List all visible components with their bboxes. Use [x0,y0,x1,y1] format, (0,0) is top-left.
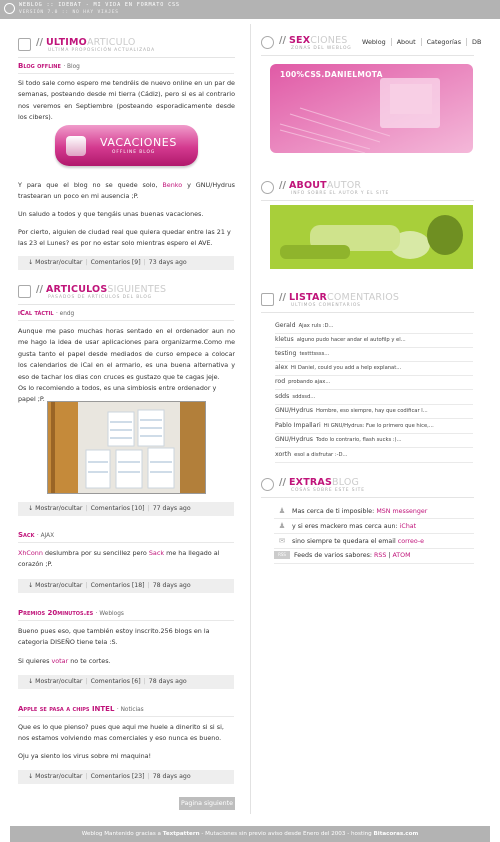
post-age: 73 days ago [148,259,187,266]
extra-item: ♟ Mas cerca de ti imposible: MSN messenger [274,505,474,519]
toggle-link[interactable]: ↓ Mostrar/ocultar [28,678,83,685]
post-body: Si quieres votar no te cortes. [18,657,111,665]
site-title: WEBLOG :: IDEBAT - MI VIDA EN FORMATO CSS [19,2,180,8]
wardrobe-calendars-image [48,402,206,494]
msn-link[interactable]: MSN messenger [376,508,428,515]
benko-link[interactable]: Benko [162,181,183,189]
ichat-link[interactable]: iChat [399,523,417,530]
comment-item[interactable]: xorth esol a disfrutar :-D... [275,449,473,463]
section-subtitle: INFO SOBRE EL AUTOR Y EL SITE [291,191,390,196]
post-title[interactable]: Premios 20minutos.es · Weblogs [18,609,124,617]
post-category[interactable]: Weblogs [99,611,124,617]
css-banner-image [270,64,473,153]
post-age: 77 days ago [152,505,191,512]
extra-item: ✉ sino siempre te quedara el email correo-e [274,535,474,549]
next-page-button[interactable]: Pagina siguiente [179,797,235,810]
section-title: ARTICULOS [45,284,108,295]
nav-db[interactable]: DB [466,38,486,46]
atom-link[interactable]: ATOM [392,552,411,559]
section-ultimo-articulo: // ULTIMOARTICULO ULTIMA PROPOSICIÓN ACTUALIZADA [18,36,235,60]
plus-icon [261,478,274,491]
post-title[interactable]: Sack · AJAX [18,531,55,539]
post-meta: ↓ Mostrar/ocultar | Comentarios [10] | 77 days ago [18,502,234,516]
vacaciones-banner: VACACIONES OFFLINE BLOG [55,125,198,166]
document-icon [18,285,31,298]
extra-item: ♟ y si eres mackero mas cerca aun: iChat [274,520,474,534]
comment-item[interactable]: Pablo Impallari Hi GNU/Hydrus: Fue lo primero que hice,... [275,420,473,434]
comment-item[interactable]: testing testttssss... [275,348,473,362]
post-body: XhConn deslumbra por su sencillez pero Sack me ha llegado al corazón ;P. [18,549,220,569]
post-body: Y para que el blog no se quede solo, Benko y GNU/Hydrus trastearan un poco en mi ausencia ;P. [18,181,236,201]
post-title[interactable]: Blog offline · Blog [18,62,80,70]
extra-item: RSS Feeds de varios sabores: RSS | ATOM [274,550,474,564]
site-footer: Weblog Mantenido gracias a Textpattern - Mutaciones sin previo aviso desde Enero del 2003 - hosting Bitacoras.com [10,826,490,842]
textpattern-link[interactable]: Textpattern [162,831,200,837]
section-about-autor: // ABOUTAUTOR INFO SOBRE EL AUTOR Y EL SITE [261,179,474,203]
column-divider [250,24,251,814]
comment-item[interactable]: GNU/Hydrus Hombre, eso siempre, hay que codificar l... [275,405,473,419]
ical-calendar-photo [47,401,206,494]
nav-weblog[interactable]: Weblog [362,38,386,46]
site-header [0,0,500,19]
post-title[interactable]: iCal táctil · endg [18,309,75,317]
person-icon [261,181,274,194]
xhconn-link[interactable]: XhConn [18,549,43,557]
post-body: Que es lo que pienso? pues que aqui me huele a dinerito si si si, nos estamos volviendo mas comerciales y eso nunca es bueno. [18,723,224,743]
post-category[interactable]: Noticias [120,707,144,713]
nav-about[interactable]: About [391,38,421,46]
comments-link[interactable]: Comentarios [10] [90,505,145,512]
document-icon [18,38,31,51]
document-icon [261,293,274,306]
section-title: ABOUT [288,180,327,191]
section-subtitle: ULTIMA PROPOSICIÓN ACTUALIZADA [48,48,156,53]
post-category[interactable]: AJAX [40,533,55,539]
section-subtitle: PASADOS DE ARTICULOS DEL BLOG [48,295,152,300]
rss-link[interactable]: RSS [373,552,387,559]
votar-link[interactable]: votar [51,657,69,665]
comment-item[interactable]: GNU/Hydrus Todo lo contrario, flash sucks :)... [275,434,473,448]
site-version: VERSIÓN 7.0 :: NO HAY VIAJES [19,10,119,15]
section-subtitle: ULTIMOS COMENTARIOS [291,303,361,308]
section-title: EXTRAS [288,477,332,488]
section-subtitle: ZONAS DEL WEBLOG [291,46,352,51]
post-meta: ↓ Mostrar/ocultar | Comentarios [9] | 73 days ago [18,256,234,270]
comment-item[interactable]: alex Hi Daniel, could you add a help explanat... [275,362,473,376]
post-body: Por cierto, alguien de ciudad real que quiera quedar entre las 21 y las 23 el Lunes? es por no estar solo mientras espero el AVE. [18,228,231,248]
section-articulos-siguientes: // ARTICULOSSIGUIENTES PASADOS DE ARTICULOS DEL BLOG [18,283,235,307]
post-body: Si todo sale como espero me tendréis de nuevo online en un par de semanas, posteando desde mi tierra (Cádiz), pero si es al contrario nos veremos en Septiembre (posteando esporadicamente desde los cibers). [18,79,235,122]
post-meta: ↓ Mostrar/ocultar | Comentarios [23] | 78 days ago [18,770,234,784]
post-body: Bueno pues eso, que también estoy inscrito.256 blogs en la categoria DISEÑO tiene tela :S. [18,627,210,647]
toggle-link[interactable]: ↓ Mostrar/ocultar [28,773,83,780]
section-sexciones: // SEXCIONES ZONAS DEL WEBLOG [261,34,474,58]
post-body: Aunque me paso muchas horas sentado en el ordenador aun no me hago la idea de usar aplicaciones para organizarme.Como me gusta tanto el papel desde mediados de curso empece a colocar los calendarios de iCal en el armario, es una buena alternativa y eso de tachar los dias con cruces es gustazo que te cagas jeje. Os lo recomiendo a todos, es una simbiosis entre ordenador y papel ;P. [18,327,235,404]
comments-link[interactable]: Comentarios [18] [90,582,145,589]
comments-link[interactable]: Comentarios [23] [90,773,145,780]
post-category[interactable]: endg [59,311,75,317]
post-meta: ↓ Mostrar/ocultar | Comentarios [18] | 78 days ago [18,579,234,593]
user-icon: ♟ [278,521,286,530]
comment-item[interactable]: kletus alguno pudo hacer andar el autofilp y el... [275,334,473,348]
author-photo [270,205,473,269]
section-subtitle: COSAS SOBRE ESTE SITE [291,488,365,493]
section-title: SEX [288,35,311,46]
mail-icon: ✉ [278,536,286,545]
vacation-icon [66,136,86,156]
post-body: Un saludo a todos y que tengáis unas buenas vacaciones. [18,210,204,218]
banner-title: 100%CSS.DANIELMOTA [280,70,383,79]
main-nav [357,38,486,46]
email-link[interactable]: correo-e [397,538,424,545]
comment-item[interactable]: sdds sddssd... [275,391,473,405]
user-icon: ♟ [278,506,286,515]
camera-icon [261,36,274,49]
toggle-link[interactable]: ↓ Mostrar/ocultar [28,505,83,512]
section-listar-comentarios: // LISTARCOMENTARIOS ULTIMOS COMENTARIOS [261,291,474,315]
post-age: 78 days ago [152,773,191,780]
bitacoras-link[interactable]: Bitacoras.com [373,831,419,837]
site-logo-icon[interactable] [4,3,15,14]
post-title[interactable]: Apple se pasa a chips INTEL · Noticias [18,705,144,713]
post-category[interactable]: Blog [67,64,80,70]
post-age: 78 days ago [152,582,191,589]
section-title: ULTIMO [45,37,87,48]
comments-link[interactable]: Comentarios [9] [90,259,141,266]
post-body: Oju ya siento los virus sobre mi maquina! [18,752,152,760]
section-extras-blog: // EXTRASBLOG COSAS SOBRE ESTE SITE [261,476,474,500]
post-meta: ↓ Mostrar/ocultar | Comentarios [6] | 78 days ago [18,675,234,689]
comment-item[interactable]: rod probando ajax... [275,376,473,390]
rss-icon: RSS [274,551,290,559]
post-age: 78 days ago [148,678,187,685]
toggle-link[interactable]: ↓ Mostrar/ocultar [28,582,83,589]
comment-item[interactable]: Gerald Ajax ruls :D... [275,320,473,334]
nav-categorias[interactable]: Categorías [421,38,466,46]
toggle-link[interactable]: ↓ Mostrar/ocultar [28,259,83,266]
sack-link[interactable]: Sack [148,549,165,557]
comments-link[interactable]: Comentarios [6] [90,678,141,685]
section-title: LISTAR [288,292,328,303]
